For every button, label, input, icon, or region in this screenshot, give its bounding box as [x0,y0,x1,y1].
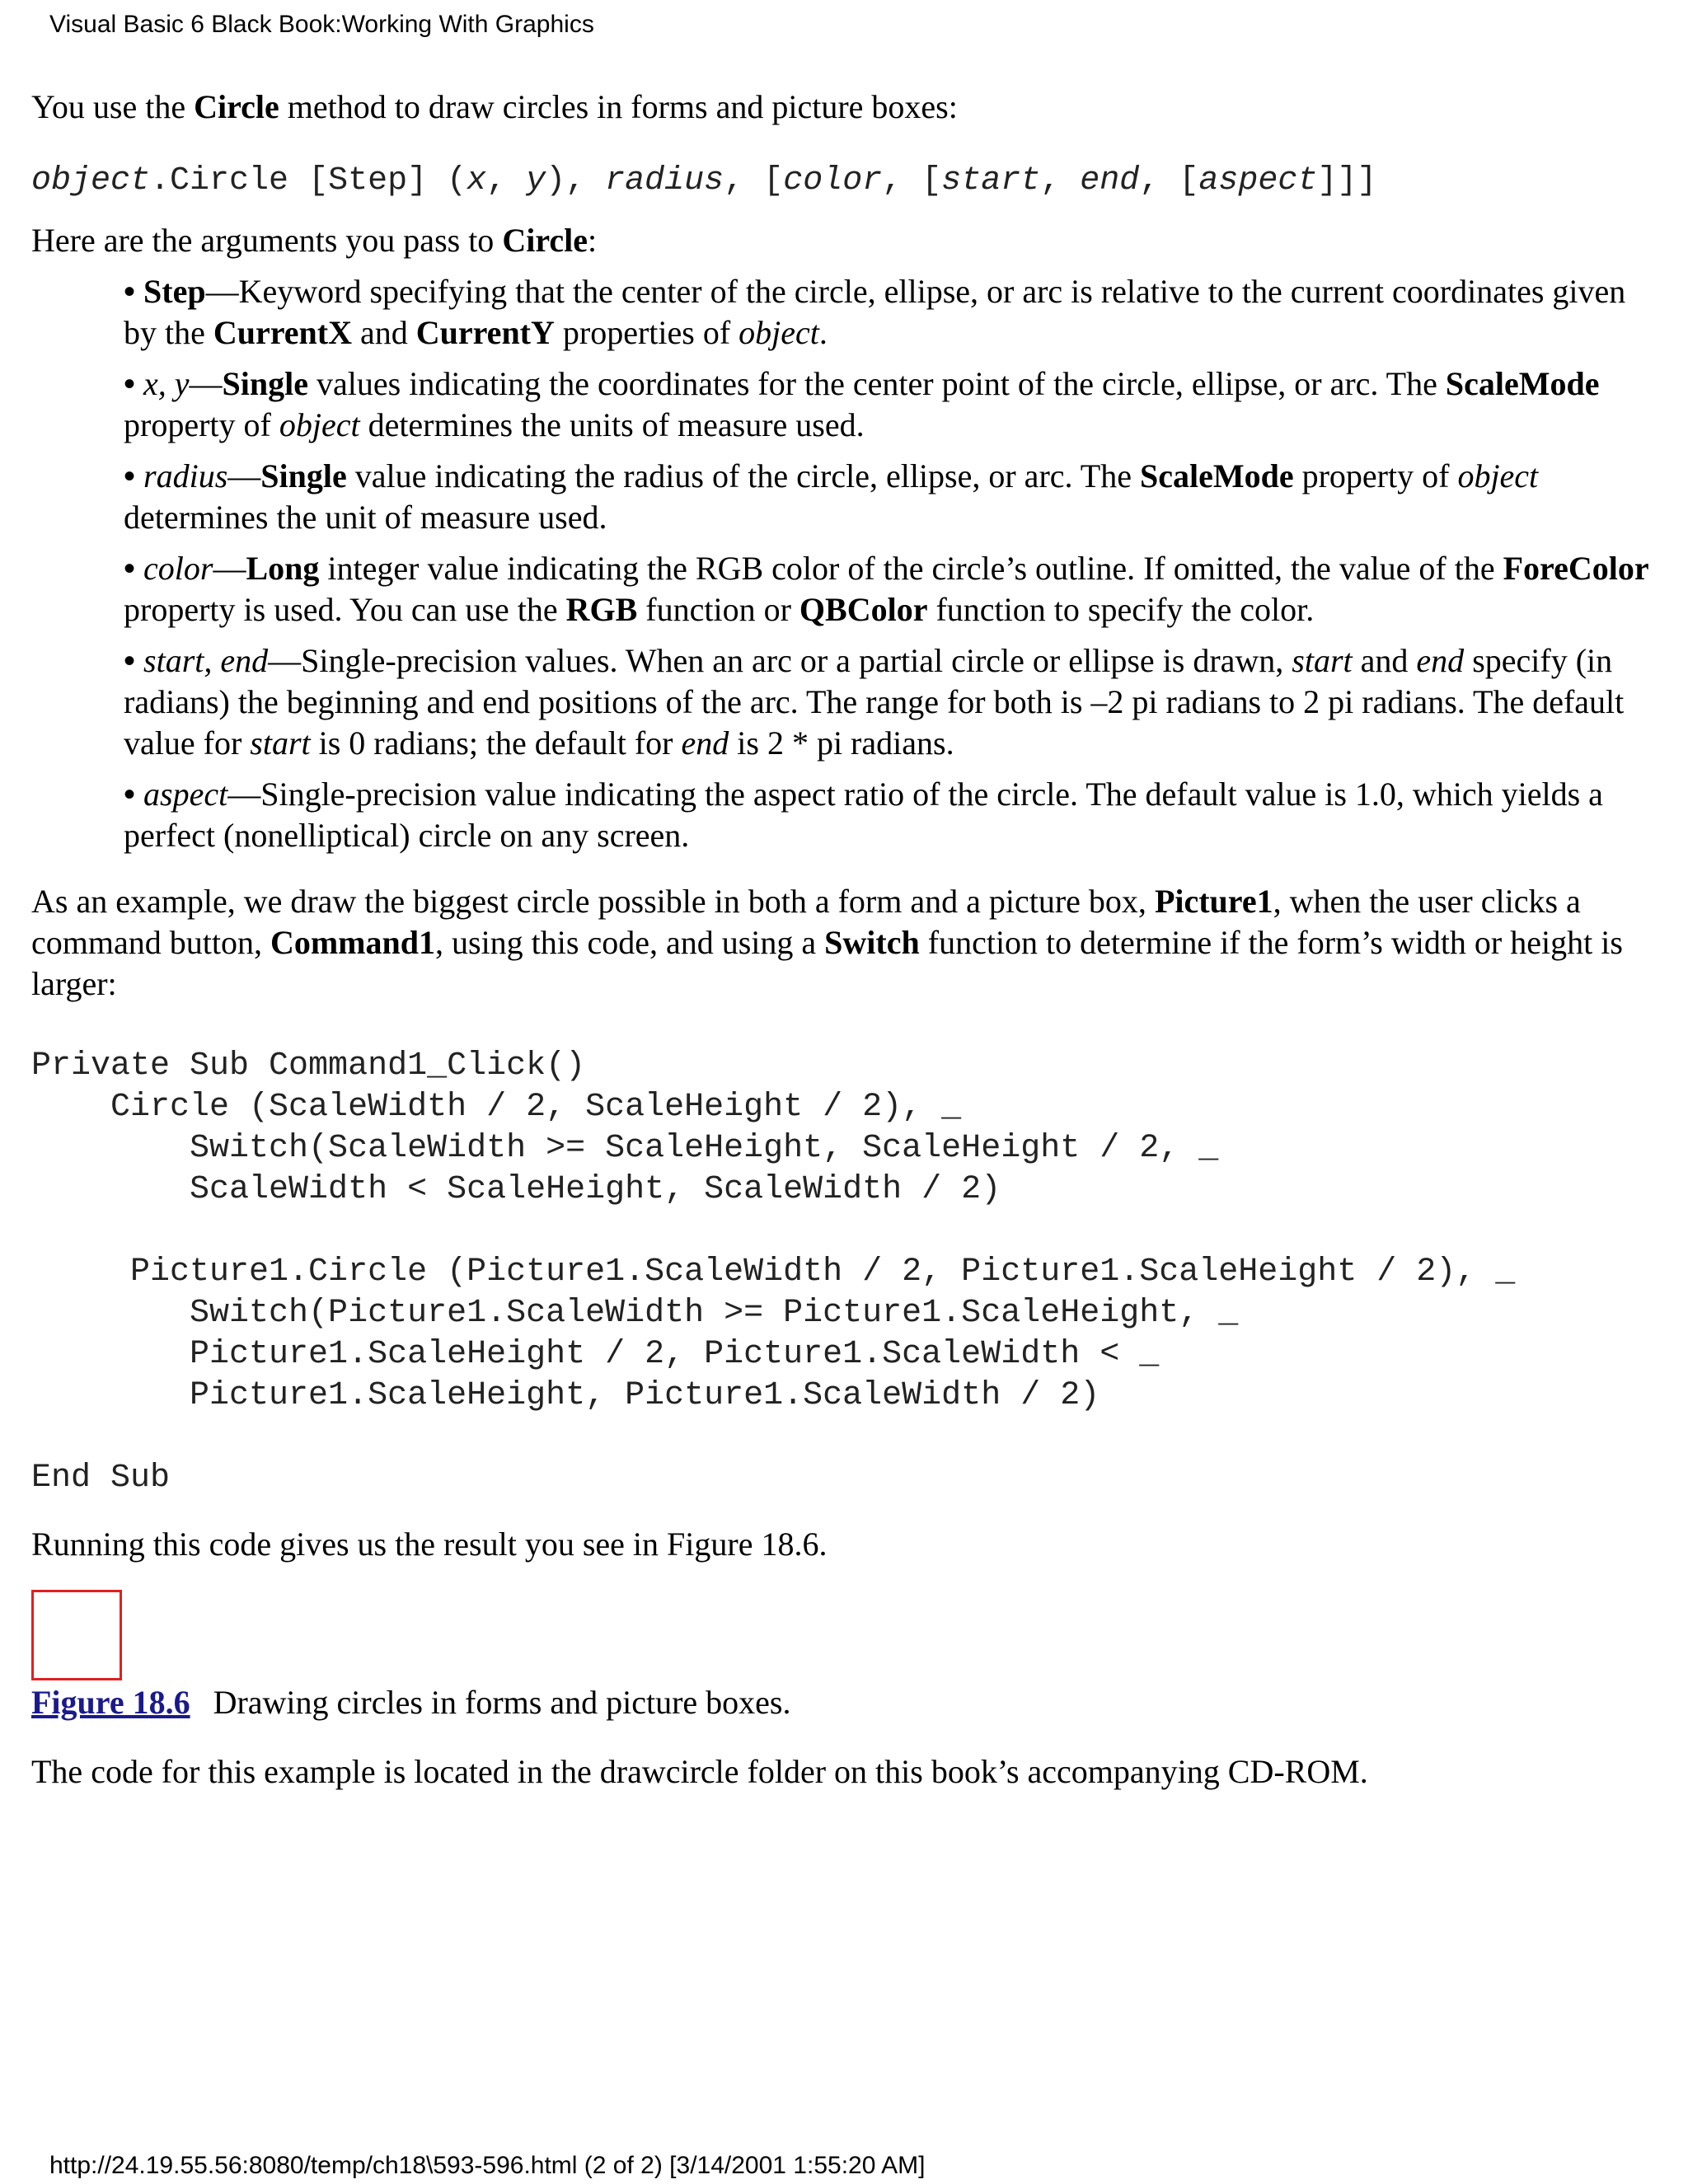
example-text-4: function to determine if the form’s width or height is larger: [31,924,1623,1002]
argument-name: object [738,314,819,351]
argument-name: color [143,550,213,587]
argument-item [124,548,1663,630]
code-line: Switch(Picture1.ScaleWidth >= Picture1.ScaleHeight, _ [31,1295,1239,1332]
argument-keyword: ForeColor [1503,550,1649,587]
sig-text: , [1040,162,1081,199]
argument-name: start, end [143,642,269,679]
argument-item [124,640,1663,764]
sig-text: ]]] [1317,162,1377,199]
args-intro-text-1: Here are the arguments you pass to [31,222,503,259]
argument-text: —Keyword specifying that the center of the circle, ellipse, or arc is relative to the current coordinates given by the [124,273,1626,351]
figure-caption-text: Drawing circles in forms and picture boxes. [213,1684,791,1721]
arguments-list [31,271,1663,856]
sig-text: , [ [1139,162,1199,199]
broken-image-placeholder[interactable] [31,1590,122,1680]
argument-item [124,363,1663,446]
code-line: Switch(ScaleWidth >= ScaleHeight, ScaleHeight / 2, _ [31,1130,1219,1167]
code-line: Picture1.Circle (Picture1.ScaleWidth / 2, Picture1.ScaleHeight / 2), _ [31,1254,1516,1291]
intro-paragraph [31,87,1663,128]
result-paragraph: Running this code gives us the result you see in Figure 18.6. [31,1526,828,1563]
sig-start: start [941,162,1041,199]
argument-text: integer value indicating the RGB color of the circle’s outline. If omitted, the value of the [319,550,1503,587]
argument-text: . [818,314,828,351]
example-text-2: , when the user clicks a command button, [31,883,1581,961]
argument-text: —Single-precision values. When an arc or a partial circle or ellipse is drawn, [268,642,1292,679]
code-line: ScaleWidth < ScaleHeight, ScaleWidth / 2) [31,1171,1001,1208]
code-blank-line [31,1417,1663,1458]
argument-keyword: Single [260,457,347,494]
sig-end: end [1080,162,1140,199]
sig-object: object [31,162,151,199]
argument-name: x, y [143,365,190,402]
code-blank-line [31,1211,1663,1252]
argument-keyword: QBColor [799,591,928,628]
bullet-icon: • [124,366,136,402]
page-header: Visual Basic 6 Black Book:Working With Graphics [49,11,594,38]
argument-text: value indicating the radius of the circle, ellipse, or arc. The [346,457,1140,494]
argument-text: and [352,314,416,351]
argument-text [135,776,143,813]
argument-text: —Single-precision value indicating the aspect ratio of the circle. The default value is 1.0, which yields a perfect (nonelliptical) circle on any screen. [124,776,1603,854]
closing-paragraph: The code for this example is located in the drawcircle folder on this book’s accompanying CD-ROM. [31,1753,1368,1790]
sig-y: y [526,162,546,199]
code-line: Private Sub Command1_Click() [31,1047,586,1085]
argument-text: property is used. You can use the [124,591,566,628]
sig-text: ), [546,162,606,199]
code-line: Circle (ScaleWidth / 2, ScaleHeight / 2), _ [31,1089,962,1126]
argument-keyword: RGB [565,591,638,628]
argument-keyword: ScaleMode [1445,365,1600,402]
figure-caption [31,1682,1663,1723]
argument-text: specify (in radians) the beginning and end positions of the arc. The range for both is –2 pi radians to 2 pi radians. The default value for [124,642,1625,762]
argument-text [135,273,143,310]
intro-text-2: method to draw circles in forms and picture boxes: [279,88,958,125]
argument-keyword: Long [246,550,320,587]
argument-text: determines the unit of measure used. [124,499,607,536]
argument-text: — [213,550,246,587]
example-paragraph [31,881,1663,1005]
arguments-intro [31,220,1663,261]
page-footer-url: http://24.19.55.56:8080/temp/ch18\593-596.html (2 of 2) [3/14/2001 1:55:20 AM] [49,2152,926,2179]
bullet-icon: • [124,776,136,813]
argument-text: function or [637,591,799,628]
intro-text-1: You use the [31,88,195,125]
argument-keyword: Single [222,365,309,402]
argument-text: and [1352,642,1417,679]
argument-text: property of [1293,457,1458,494]
code-line: End Sub [31,1460,171,1497]
bullet-icon: • [124,274,136,310]
example-text-3: , using this code, and using a [435,924,825,961]
code-line: Picture1.ScaleHeight / 2, Picture1.ScaleWidth < _ [31,1336,1160,1373]
argument-name: start [1292,642,1353,679]
argument-item [124,271,1663,354]
example-switch-keyword: Switch [824,924,920,961]
sig-text: .Circle [Step] ( [150,162,467,199]
argument-name: start [250,724,311,762]
argument-name: aspect [143,776,228,813]
argument-keyword: CurrentX [213,314,352,351]
argument-name: end [1416,642,1465,679]
sig-text: , [ [724,162,784,199]
bullet-icon: • [124,643,136,679]
argument-text: property of [124,406,279,443]
code-listing [31,1046,1663,1499]
page-content [31,87,1663,1793]
argument-text: — [189,365,223,402]
argument-text: is 0 radians; the default for [310,724,682,762]
argument-item [124,456,1663,538]
example-command1-keyword: Command1 [270,924,435,961]
args-intro-circle-keyword: Circle [502,222,588,259]
argument-text: is 2 * pi radians. [729,724,954,762]
argument-text [135,365,143,402]
argument-name: end [681,724,729,762]
circle-method-signature [31,161,1663,202]
sig-radius: radius [605,162,724,199]
code-line: Picture1.ScaleHeight, Picture1.ScaleWidth / 2) [31,1377,1100,1414]
sig-x: x [467,162,487,199]
bullet-icon: • [124,551,136,587]
argument-item [124,774,1663,856]
argument-name: radius [143,457,228,494]
sig-color: color [783,162,883,199]
argument-name: object [1457,457,1539,494]
bullet-icon: • [124,458,136,494]
argument-text: — [227,457,261,494]
argument-text [135,550,143,587]
argument-text: values indicating the coordinates for the center point of the circle, ellipse, or arc. The [308,365,1446,402]
example-picture1-keyword: Picture1 [1154,883,1273,920]
sig-text: , [ [882,162,942,199]
argument-text: function to specify the color. [927,591,1315,628]
argument-keyword: CurrentY [415,314,555,351]
argument-text [135,457,143,494]
sig-text: , [486,162,527,199]
argument-text: properties of [554,314,739,351]
argument-keyword: ScaleMode [1139,457,1294,494]
argument-text: determines the units of measure used. [359,406,865,443]
argument-name: object [279,406,360,443]
intro-circle-keyword: Circle [194,88,279,125]
argument-text [135,642,143,679]
sig-aspect: aspect [1198,162,1318,199]
argument-keyword: Step [143,273,206,310]
example-text-1: As an example, we draw the biggest circle possible in both a form and a picture box, [31,883,1155,920]
figure-link[interactable]: Figure 18.6 [31,1684,190,1721]
args-intro-text-2: : [587,222,598,259]
